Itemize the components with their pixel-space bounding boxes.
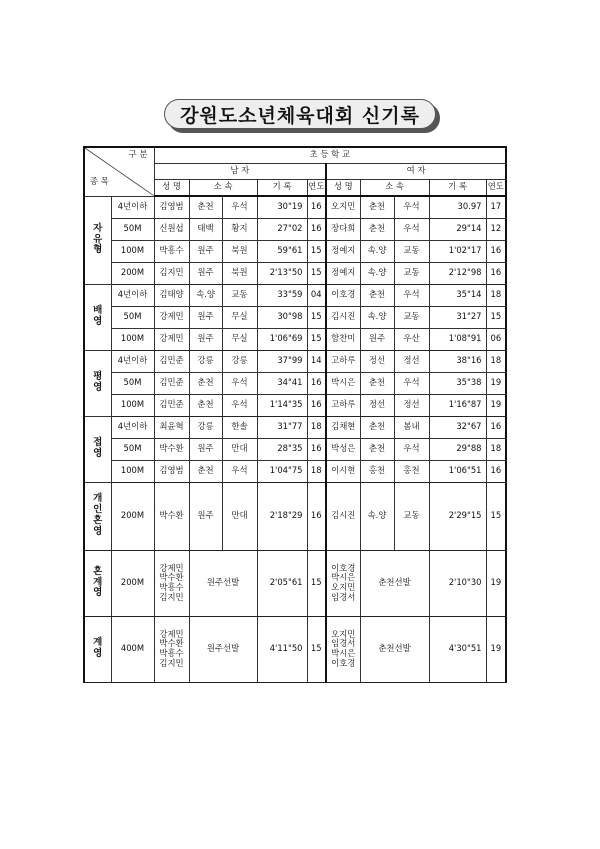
male-school: 우석 bbox=[222, 372, 257, 394]
female-city: 춘천 bbox=[360, 416, 394, 438]
female-relay-team: 춘천선발 bbox=[360, 616, 429, 682]
title-plate bbox=[164, 99, 440, 133]
female-relay-team: 춘천선발 bbox=[360, 550, 429, 616]
male-year: 18 bbox=[307, 416, 326, 438]
swimmer-name: 강제민 bbox=[159, 628, 184, 639]
stroke-char: 영 bbox=[93, 448, 103, 459]
female-name: 오지민 bbox=[326, 196, 360, 218]
female-name: 장다희 bbox=[326, 218, 360, 240]
male-city: 춘천 bbox=[189, 196, 222, 218]
male-year: 04 bbox=[307, 284, 326, 306]
header-female: 여 자 bbox=[326, 163, 506, 179]
male-name: 김민준 bbox=[154, 350, 189, 372]
distance: 50M bbox=[111, 218, 154, 240]
female-city: 홍천 bbox=[360, 460, 394, 482]
header-male: 남 자 bbox=[154, 163, 326, 179]
female-year: 16 bbox=[486, 460, 506, 482]
header-female-record: 기 록 bbox=[429, 179, 486, 196]
female-year: 16 bbox=[486, 240, 506, 262]
female-year: 06 bbox=[486, 328, 506, 350]
female-city: 속.양 bbox=[360, 306, 394, 328]
male-city: 강릉 bbox=[189, 416, 222, 438]
stroke-butterfly bbox=[84, 416, 111, 482]
male-record: 27"02 bbox=[257, 218, 307, 240]
female-year: 16 bbox=[486, 416, 506, 438]
male-city: 강릉 bbox=[189, 350, 222, 372]
stroke-char: 인 bbox=[93, 504, 103, 516]
male-record: 30"98 bbox=[257, 306, 307, 328]
female-relay-names bbox=[326, 550, 360, 616]
male-city: 원주 bbox=[189, 306, 222, 328]
male-record: 2'13"50 bbox=[257, 262, 307, 284]
male-name: 김영범 bbox=[154, 460, 189, 482]
female-year: 19 bbox=[486, 550, 506, 616]
female-year: 17 bbox=[486, 196, 506, 218]
stroke-char: 영 bbox=[93, 587, 103, 599]
male-school: 무실 bbox=[222, 328, 257, 350]
female-record: 1'08"91 bbox=[429, 328, 486, 350]
table-row bbox=[84, 372, 506, 394]
male-year: 16 bbox=[307, 394, 326, 416]
female-name: 고하루 bbox=[326, 350, 360, 372]
stroke-char: 영 bbox=[93, 382, 103, 393]
male-city: 원주 bbox=[189, 262, 222, 284]
male-city: 춘천 bbox=[189, 394, 222, 416]
female-record: 35"38 bbox=[429, 372, 486, 394]
female-record: 31"27 bbox=[429, 306, 486, 328]
male-record: 31"77 bbox=[257, 416, 307, 438]
header-female-year: 연도 bbox=[486, 179, 506, 196]
stroke-backstroke bbox=[84, 284, 111, 350]
male-name: 김지민 bbox=[154, 262, 189, 284]
distance: 100M bbox=[111, 460, 154, 482]
female-name: 함찬미 bbox=[326, 328, 360, 350]
female-name: 김시진 bbox=[326, 482, 360, 550]
male-school: 강릉 bbox=[222, 350, 257, 372]
female-city: 속.양 bbox=[360, 240, 394, 262]
distance: 200M bbox=[111, 262, 154, 284]
female-record: 38"16 bbox=[429, 350, 486, 372]
female-school: 정선 bbox=[394, 350, 429, 372]
female-school: 정선 bbox=[394, 394, 429, 416]
female-city: 속.양 bbox=[360, 262, 394, 284]
male-school: 만대 bbox=[222, 438, 257, 460]
male-record: 59"61 bbox=[257, 240, 307, 262]
swimmer-name: 이호경 bbox=[331, 657, 356, 668]
distance: 4년이하 bbox=[111, 284, 154, 306]
male-record: 37"99 bbox=[257, 350, 307, 372]
male-year: 16 bbox=[307, 196, 326, 218]
male-record: 1'14"35 bbox=[257, 394, 307, 416]
female-school: 우석 bbox=[394, 438, 429, 460]
male-relay-team: 원주선발 bbox=[189, 550, 257, 616]
table-row bbox=[84, 438, 506, 460]
female-record: 1'06"51 bbox=[429, 460, 486, 482]
swimmer-name: 김지민 bbox=[159, 591, 184, 602]
stroke-char: 혼 bbox=[93, 515, 103, 526]
distance: 50M bbox=[111, 372, 154, 394]
swimmer-name: 임경서 bbox=[331, 591, 356, 602]
male-relay-names bbox=[154, 616, 189, 682]
male-school: 우석 bbox=[222, 196, 257, 218]
female-school: 우석 bbox=[394, 284, 429, 306]
male-year: 14 bbox=[307, 350, 326, 372]
distance: 50M bbox=[111, 438, 154, 460]
female-record: 2'10"30 bbox=[429, 550, 486, 616]
swimmer-name: 박시은 bbox=[331, 648, 356, 658]
female-record: 29"14 bbox=[429, 218, 486, 240]
female-year: 19 bbox=[486, 616, 506, 682]
relay-row bbox=[84, 550, 506, 616]
header-male-record: 기 록 bbox=[257, 179, 307, 196]
female-city: 춘천 bbox=[360, 372, 394, 394]
male-city: 원주 bbox=[189, 438, 222, 460]
male-school: 우석 bbox=[222, 394, 257, 416]
female-relay-names bbox=[326, 616, 360, 682]
female-year: 15 bbox=[486, 482, 506, 550]
male-year: 15 bbox=[307, 550, 326, 616]
stroke-char: 자 bbox=[93, 222, 103, 234]
female-name: 고하루 bbox=[326, 394, 360, 416]
header-school: 초 등 학 교 bbox=[154, 147, 506, 163]
male-year: 18 bbox=[307, 460, 326, 482]
male-name: 최윤혁 bbox=[154, 416, 189, 438]
female-city: 정선 bbox=[360, 394, 394, 416]
female-school: 교동 bbox=[394, 240, 429, 262]
stroke-char: 형 bbox=[93, 244, 103, 256]
male-year: 15 bbox=[307, 262, 326, 284]
male-name: 김민준 bbox=[154, 372, 189, 394]
female-city: 속.양 bbox=[360, 482, 394, 550]
table-row bbox=[84, 482, 506, 550]
stroke-char: 배 bbox=[93, 305, 103, 317]
male-city: 원주 bbox=[189, 240, 222, 262]
header-jongmok: 종 목 bbox=[90, 175, 109, 186]
female-city: 춘천 bbox=[360, 196, 394, 218]
table-row bbox=[84, 350, 506, 372]
male-school: 우석 bbox=[222, 460, 257, 482]
swimmer-name: 임경서 bbox=[331, 638, 356, 649]
female-city: 정선 bbox=[360, 350, 394, 372]
male-school: 만대 bbox=[222, 482, 257, 550]
stroke-char: 영 bbox=[93, 316, 103, 327]
records-table bbox=[83, 146, 507, 683]
female-name: 박시은 bbox=[326, 372, 360, 394]
male-record: 1'04"75 bbox=[257, 460, 307, 482]
male-record: 2'18"29 bbox=[257, 482, 307, 550]
stroke-char: 계 bbox=[93, 576, 103, 588]
distance: 200M bbox=[111, 550, 154, 616]
table-row bbox=[84, 306, 506, 328]
female-school: 우석 bbox=[394, 196, 429, 218]
header-male-year: 연도 bbox=[307, 179, 326, 196]
female-year: 16 bbox=[486, 262, 506, 284]
header-male-affiliation: 소 속 bbox=[189, 179, 257, 196]
swimmer-name: 김지민 bbox=[159, 657, 184, 668]
stroke-medley-relay bbox=[84, 550, 111, 616]
female-year: 18 bbox=[486, 284, 506, 306]
stroke-char: 혼 bbox=[93, 565, 103, 577]
male-school: 교동 bbox=[222, 284, 257, 306]
distance: 4년이하 bbox=[111, 350, 154, 372]
female-name: 정예지 bbox=[326, 240, 360, 262]
male-school: 황지 bbox=[222, 218, 257, 240]
stroke-char: 개 bbox=[93, 493, 103, 505]
table-row bbox=[84, 196, 506, 218]
table-row bbox=[84, 262, 506, 284]
distance: 100M bbox=[111, 240, 154, 262]
male-city: 원주 bbox=[189, 328, 222, 350]
female-school: 교동 bbox=[394, 306, 429, 328]
male-year: 16 bbox=[307, 372, 326, 394]
male-name: 김민준 bbox=[154, 394, 189, 416]
male-name: 강제민 bbox=[154, 328, 189, 350]
female-name: 김채현 bbox=[326, 416, 360, 438]
male-city: 춘천 bbox=[189, 372, 222, 394]
header-diagonal-cell bbox=[84, 147, 154, 196]
male-record: 28"35 bbox=[257, 438, 307, 460]
female-record: 2'12"98 bbox=[429, 262, 486, 284]
female-name: 정예지 bbox=[326, 262, 360, 284]
female-record: 4'30"51 bbox=[429, 616, 486, 682]
stroke-char: 계 bbox=[93, 637, 103, 649]
stroke-char: 접 bbox=[93, 437, 103, 449]
female-year: 19 bbox=[486, 372, 506, 394]
stroke-im bbox=[84, 482, 111, 550]
male-name: 박수환 bbox=[154, 438, 189, 460]
table-row bbox=[84, 394, 506, 416]
female-city: 춘천 bbox=[360, 284, 394, 306]
male-name: 박수환 bbox=[154, 482, 189, 550]
female-school: 교동 bbox=[394, 482, 429, 550]
female-record: 2'29"15 bbox=[429, 482, 486, 550]
swimmer-name: 박수환 bbox=[159, 638, 184, 649]
header-female-name: 성 명 bbox=[326, 179, 360, 196]
swimmer-name: 박시은 bbox=[331, 572, 356, 583]
table-row bbox=[84, 218, 506, 240]
table-row bbox=[84, 416, 506, 438]
male-record: 4'11"50 bbox=[257, 616, 307, 682]
distance: 200M bbox=[111, 482, 154, 550]
male-city: 태백 bbox=[189, 218, 222, 240]
male-relay-names bbox=[154, 550, 189, 616]
stroke-char: 평 bbox=[93, 371, 103, 383]
swimmer-name: 박흥수 bbox=[159, 582, 184, 592]
table-row bbox=[84, 460, 506, 482]
female-name: 박성은 bbox=[326, 438, 360, 460]
relay-row bbox=[84, 616, 506, 682]
female-year: 12 bbox=[486, 218, 506, 240]
header-male-name: 성 명 bbox=[154, 179, 189, 196]
swimmer-name: 오지민 bbox=[331, 582, 356, 592]
stroke-breaststroke bbox=[84, 350, 111, 416]
female-record: 32"67 bbox=[429, 416, 486, 438]
stroke-char: 영 bbox=[93, 648, 103, 659]
male-year: 15 bbox=[307, 328, 326, 350]
female-city: 춘천 bbox=[360, 438, 394, 460]
female-record: 35"14 bbox=[429, 284, 486, 306]
table-row bbox=[84, 328, 506, 350]
male-year: 16 bbox=[307, 218, 326, 240]
distance: 400M bbox=[111, 616, 154, 682]
male-name: 김태양 bbox=[154, 284, 189, 306]
swimmer-name: 박수환 bbox=[159, 572, 184, 583]
male-name: 김영범 bbox=[154, 196, 189, 218]
female-city: 춘천 bbox=[360, 218, 394, 240]
female-school: 홍천 bbox=[394, 460, 429, 482]
female-record: 29"88 bbox=[429, 438, 486, 460]
swimmer-name: 오지민 bbox=[331, 628, 356, 639]
swimmer-name: 박흥수 bbox=[159, 648, 184, 658]
male-city: 원주 bbox=[189, 482, 222, 550]
female-school: 봄내 bbox=[394, 416, 429, 438]
swimmer-name: 강제민 bbox=[159, 562, 184, 573]
header-female-affiliation: 소 속 bbox=[360, 179, 429, 196]
male-record: 30"19 bbox=[257, 196, 307, 218]
stroke-char: 영 bbox=[93, 525, 103, 537]
female-name: 김시진 bbox=[326, 306, 360, 328]
distance: 50M bbox=[111, 306, 154, 328]
stroke-char: 유 bbox=[93, 233, 103, 245]
table-row bbox=[84, 240, 506, 262]
male-name: 신원섭 bbox=[154, 218, 189, 240]
female-record: 30.97 bbox=[429, 196, 486, 218]
female-school: 우석 bbox=[394, 218, 429, 240]
male-school: 북원 bbox=[222, 240, 257, 262]
male-name: 강제민 bbox=[154, 306, 189, 328]
female-name: 이호경 bbox=[326, 284, 360, 306]
header-row-school bbox=[84, 147, 506, 163]
female-name: 이시현 bbox=[326, 460, 360, 482]
female-record: 1'02"17 bbox=[429, 240, 486, 262]
page-title: 강원도소년체육대회 신기록 bbox=[164, 99, 436, 129]
male-record: 1'06"69 bbox=[257, 328, 307, 350]
male-year: 16 bbox=[307, 482, 326, 550]
header-gubun: 구 분 bbox=[128, 149, 148, 159]
male-city: 속.양 bbox=[189, 284, 222, 306]
female-record: 1'16"87 bbox=[429, 394, 486, 416]
distance: 4년이하 bbox=[111, 196, 154, 218]
distance: 100M bbox=[111, 394, 154, 416]
female-city: 원주 bbox=[360, 328, 394, 350]
female-year: 18 bbox=[486, 438, 506, 460]
male-year: 16 bbox=[307, 438, 326, 460]
male-city: 춘천 bbox=[189, 460, 222, 482]
male-school: 무실 bbox=[222, 306, 257, 328]
male-school: 북원 bbox=[222, 262, 257, 284]
male-year: 15 bbox=[307, 306, 326, 328]
male-year: 15 bbox=[307, 616, 326, 682]
distance: 100M bbox=[111, 328, 154, 350]
female-year: 19 bbox=[486, 394, 506, 416]
male-year: 15 bbox=[307, 240, 326, 262]
stroke-free-relay bbox=[84, 616, 111, 682]
female-year: 15 bbox=[486, 306, 506, 328]
female-school: 우석 bbox=[394, 372, 429, 394]
male-name: 박흥수 bbox=[154, 240, 189, 262]
male-record: 34"41 bbox=[257, 372, 307, 394]
stroke-freestyle bbox=[84, 196, 111, 284]
table-row bbox=[84, 284, 506, 306]
male-relay-team: 원주선발 bbox=[189, 616, 257, 682]
female-year: 18 bbox=[486, 350, 506, 372]
male-record: 33"59 bbox=[257, 284, 307, 306]
male-school: 한솔 bbox=[222, 416, 257, 438]
male-record: 2'05"61 bbox=[257, 550, 307, 616]
female-school: 교동 bbox=[394, 262, 429, 284]
distance: 4년이하 bbox=[111, 416, 154, 438]
swimmer-name: 이호경 bbox=[331, 562, 356, 573]
female-school: 우산 bbox=[394, 328, 429, 350]
